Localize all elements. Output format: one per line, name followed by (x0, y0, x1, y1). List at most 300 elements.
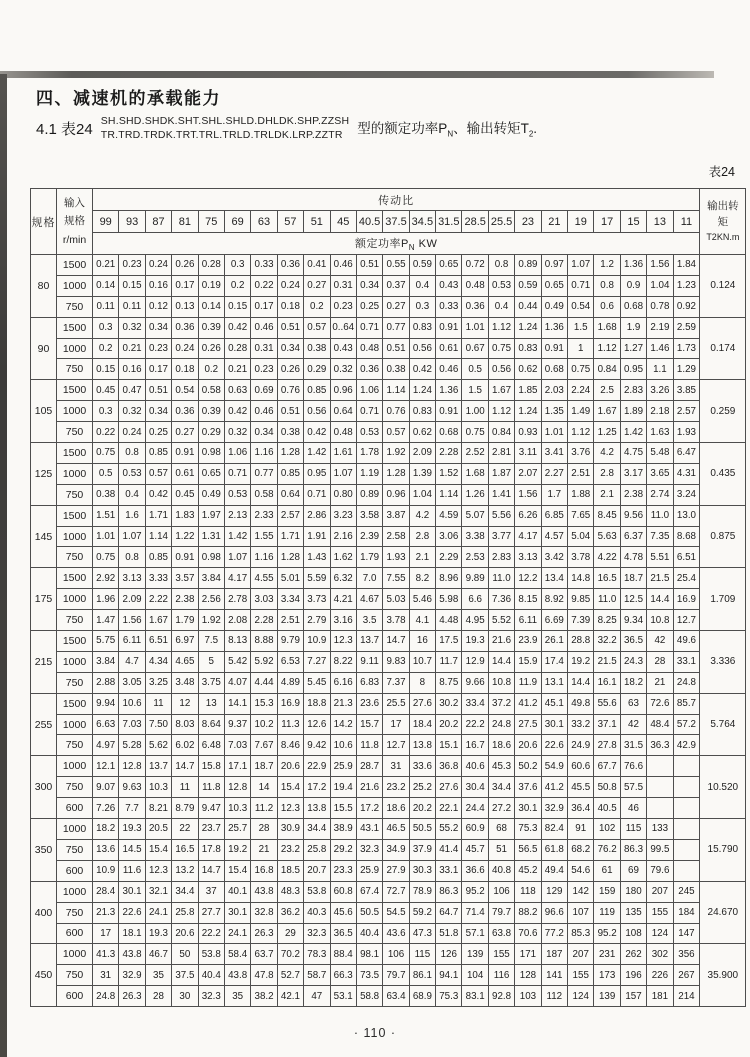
power-value-cell: 22.1 (436, 798, 462, 819)
power-value-cell: 10.8 (488, 672, 514, 693)
power-value-cell: 16.1 (594, 672, 620, 693)
power-value-cell: 78.3 (304, 944, 330, 965)
power-value-cell: 3.5 (356, 610, 382, 631)
table-row (31, 296, 746, 317)
speed-cell: 750 (57, 610, 93, 631)
power-value-cell: 1.42 (304, 443, 330, 464)
power-value-cell: 9.66 (462, 672, 488, 693)
power-value-cell: 7.03 (224, 735, 250, 756)
power-value-cell: 43.8 (251, 881, 277, 902)
power-value-cell: 0.15 (224, 296, 250, 317)
spec-cell: 400 (31, 881, 57, 944)
power-value-cell: 0.58 (251, 484, 277, 505)
power-value-cell: 7.65 (568, 505, 594, 526)
power-value-cell: 1.25 (594, 422, 620, 443)
power-value-cell: 2.51 (568, 463, 594, 484)
power-value-cell: 0.33 (251, 255, 277, 276)
subtitle (36, 114, 537, 142)
power-value-cell: 0.31 (251, 338, 277, 359)
power-value-cell: 0.84 (594, 359, 620, 380)
table-body (31, 255, 746, 1007)
power-value-cell: 0.6 (594, 296, 620, 317)
power-value-cell: 4.2 (409, 505, 435, 526)
power-value-cell: 7.26 (93, 798, 119, 819)
speed-cell: 1500 (57, 693, 93, 714)
power-value-cell: 0.93 (515, 422, 541, 443)
power-value-cell: 21.6 (356, 777, 382, 798)
table-row (31, 463, 746, 484)
power-value-cell: 0.34 (145, 317, 171, 338)
power-value-cell: 1.62 (330, 547, 356, 568)
power-value-cell: 17.5 (436, 631, 462, 652)
power-value-cell: 0.38 (383, 359, 409, 380)
power-value-cell: 10.9 (304, 631, 330, 652)
power-value-cell: 10.3 (145, 777, 171, 798)
power-value-cell (647, 756, 673, 777)
power-value-cell: 0.26 (172, 255, 198, 276)
power-value-cell: 6.11 (515, 610, 541, 631)
ratio-col-header: 81 (172, 211, 198, 233)
power-value-cell: 58.8 (356, 986, 382, 1007)
power-value-cell: 141 (541, 965, 567, 986)
ratio-col-header: 19 (568, 211, 594, 233)
power-value-cell: 6.85 (541, 505, 567, 526)
ratio-col-header: 11 (673, 211, 700, 233)
power-value-cell: 0.77 (251, 463, 277, 484)
speed-cell: 1000 (57, 819, 93, 840)
power-value-cell: 16 (409, 631, 435, 652)
power-value-cell: 21.3 (93, 902, 119, 923)
power-value-cell: 99.5 (647, 839, 673, 860)
power-value-cell: 13 (198, 693, 224, 714)
power-value-cell: 67.7 (594, 756, 620, 777)
speed-cell: 1500 (57, 255, 93, 276)
table-row (31, 568, 746, 589)
power-value-cell: 0.3 (224, 255, 250, 276)
power-value-cell: 214 (673, 986, 700, 1007)
power-value-cell (673, 798, 700, 819)
power-value-cell: 40.1 (224, 881, 250, 902)
power-value-cell: 0.57 (145, 463, 171, 484)
power-value-cell: 82.4 (541, 819, 567, 840)
power-value-cell: 0.75 (93, 547, 119, 568)
power-value-cell: 9.47 (198, 798, 224, 819)
power-value-cell: 0.64 (277, 484, 303, 505)
power-value-cell: 25.8 (304, 839, 330, 860)
power-value-cell: 7.50 (145, 714, 171, 735)
power-value-cell: 8.92 (541, 589, 567, 610)
power-value-cell: 70.6 (515, 923, 541, 944)
power-value-cell: 6.02 (172, 735, 198, 756)
power-value-cell: 6.26 (515, 505, 541, 526)
power-value-cell: 2.52 (462, 443, 488, 464)
power-value-cell: 3.11 (515, 443, 541, 464)
power-value-cell: 30 (172, 986, 198, 1007)
power-value-cell: 37.5 (172, 965, 198, 986)
power-value-cell: 0.17 (172, 275, 198, 296)
power-value-cell: 17.4 (541, 651, 567, 672)
power-value-cell: 35 (224, 986, 250, 1007)
power-value-cell: 68.9 (409, 986, 435, 1007)
power-value-cell: 135 (620, 902, 646, 923)
power-value-cell: 49.4 (541, 860, 567, 881)
power-value-cell: 17.2 (304, 777, 330, 798)
power-value-cell: 28 (647, 651, 673, 672)
power-value-cell: 66.3 (330, 965, 356, 986)
power-value-cell: 1.71 (145, 505, 171, 526)
power-value-cell: 0.27 (172, 422, 198, 443)
power-value-cell: 27.6 (436, 777, 462, 798)
power-value-cell: 0.38 (304, 338, 330, 359)
power-value-cell: 19.2 (224, 839, 250, 860)
torque-cell: 10.520 (700, 756, 746, 819)
power-value-cell: 2.83 (488, 547, 514, 568)
power-value-cell: 5.04 (568, 526, 594, 547)
torque-cell: 35.900 (700, 944, 746, 1007)
power-value-cell: 9.94 (93, 693, 119, 714)
power-value-cell: 30.1 (119, 881, 145, 902)
power-value-cell: 0.38 (93, 484, 119, 505)
table-row (31, 798, 746, 819)
power-value-cell: 0.71 (568, 275, 594, 296)
power-value-cell: 48.4 (647, 714, 673, 735)
table-row (31, 338, 746, 359)
power-value-cell: 0.2 (304, 296, 330, 317)
table-row (31, 965, 746, 986)
power-value-cell: 2.86 (304, 505, 330, 526)
power-value-cell: 0.15 (119, 275, 145, 296)
power-value-cell: 9.85 (568, 589, 594, 610)
power-value-cell: 3.77 (488, 526, 514, 547)
power-value-cell (647, 798, 673, 819)
power-value-cell: 75.3 (515, 819, 541, 840)
power-value-cell: 2.1 (409, 547, 435, 568)
power-value-cell: 0.24 (172, 338, 198, 359)
power-value-cell: 0.34 (145, 401, 171, 422)
power-value-cell: 1.07 (224, 547, 250, 568)
ratio-col-header: 40.5 (356, 211, 382, 233)
table-row (31, 860, 746, 881)
power-value-cell: 0.85 (145, 547, 171, 568)
power-value-cell: 2.39 (356, 526, 382, 547)
power-value-cell: 73.5 (356, 965, 382, 986)
power-value-cell: 48.3 (277, 881, 303, 902)
power-value-cell: 5.52 (488, 610, 514, 631)
power-value-cell: 0.17 (145, 359, 171, 380)
power-value-cell: 32.1 (145, 881, 171, 902)
power-value-cell: 0.8 (488, 255, 514, 276)
power-value-cell: 59.2 (409, 902, 435, 923)
table-header (31, 189, 746, 255)
power-value-cell: 180 (620, 881, 646, 902)
power-value-cell: 1.43 (304, 547, 330, 568)
power-value-cell: 0.62 (409, 422, 435, 443)
power-value-cell: 40.4 (356, 923, 382, 944)
power-value-cell: 40.6 (462, 756, 488, 777)
power-value-cell: 8.79 (172, 798, 198, 819)
power-value-cell: 9.89 (462, 568, 488, 589)
power-value-cell: 20.6 (172, 923, 198, 944)
power-value-cell: 16.7 (462, 735, 488, 756)
power-value-cell: 15.4 (224, 860, 250, 881)
power-value-cell: 2.74 (647, 484, 673, 505)
power-value-cell: 5.63 (594, 526, 620, 547)
power-value-cell: 0.85 (145, 443, 171, 464)
power-value-cell: 85.3 (568, 923, 594, 944)
power-value-cell: 118 (515, 881, 541, 902)
power-value-cell: 1.2 (594, 255, 620, 276)
speed-cell: 750 (57, 839, 93, 860)
power-value-cell: 0.2 (198, 359, 224, 380)
power-value-cell: 5.75 (93, 631, 119, 652)
power-value-cell: 1.36 (541, 317, 567, 338)
ratio-col-header: 75 (198, 211, 224, 233)
power-value-cell: 67.4 (356, 881, 382, 902)
power-value-cell: 26.3 (119, 986, 145, 1007)
power-value-cell: 1.52 (436, 463, 462, 484)
power-value-cell: 0.51 (277, 401, 303, 422)
power-value-cell: 88.2 (515, 902, 541, 923)
power-value-cell: 12.3 (145, 860, 171, 881)
power-value-cell: 2.33 (251, 505, 277, 526)
power-value-cell: 0.83 (409, 401, 435, 422)
power-value-cell: 68.2 (568, 839, 594, 860)
power-value-cell: 5.48 (647, 443, 673, 464)
power-value-cell: 2.81 (488, 443, 514, 464)
power-value-cell: 0.78 (647, 296, 673, 317)
power-value-cell: 24.4 (462, 798, 488, 819)
power-value-cell: 6.6 (462, 589, 488, 610)
power-value-cell: 22.6 (541, 735, 567, 756)
power-value-cell: 15.9 (515, 651, 541, 672)
power-value-cell: 42 (647, 631, 673, 652)
power-value-cell: 63 (620, 693, 646, 714)
power-value-cell: 40.5 (594, 798, 620, 819)
power-value-cell: 0..64 (330, 317, 356, 338)
power-value-cell: 6.32 (330, 568, 356, 589)
power-value-cell: 13.7 (145, 756, 171, 777)
power-value-cell: 79.7 (383, 965, 409, 986)
power-value-cell: 17.8 (198, 839, 224, 860)
power-value-cell: 30.1 (515, 798, 541, 819)
speed-cell: 600 (57, 986, 93, 1007)
speed-cell: 750 (57, 359, 93, 380)
power-value-cell: 19.4 (330, 777, 356, 798)
power-value-cell: 9.79 (277, 631, 303, 652)
power-value-cell: 10.8 (647, 610, 673, 631)
power-value-cell: 25.5 (383, 693, 409, 714)
power-value-cell: 0.3 (409, 296, 435, 317)
power-value-cell: 0.75 (462, 422, 488, 443)
power-value-cell: 1.79 (172, 610, 198, 631)
power-value-cell: 30.4 (462, 777, 488, 798)
power-value-cell: 7.27 (304, 651, 330, 672)
power-value-cell: 34.4 (172, 881, 198, 902)
power-value-cell: 0.17 (251, 296, 277, 317)
power-value-cell: 0.84 (488, 422, 514, 443)
power-value-cell: 15.4 (145, 839, 171, 860)
power-value-cell: 13.2 (172, 860, 198, 881)
power-value-cell: 3.17 (620, 463, 646, 484)
power-value-cell: 0.24 (119, 422, 145, 443)
power-value-cell: 55.6 (594, 693, 620, 714)
power-value-cell: 0.14 (93, 275, 119, 296)
power-value-cell: 267 (673, 965, 700, 986)
power-value-cell: 18.4 (409, 714, 435, 735)
power-value-cell: 85.7 (673, 693, 700, 714)
power-value-cell: 8.75 (436, 672, 462, 693)
power-value-cell: 0.47 (119, 380, 145, 401)
power-value-cell: 0.9 (620, 275, 646, 296)
power-value-cell: 43.8 (119, 944, 145, 965)
power-value-cell: 5.45 (304, 672, 330, 693)
power-value-cell: 0.76 (383, 401, 409, 422)
power-value-cell: 0.18 (172, 359, 198, 380)
power-value-cell: 107 (568, 902, 594, 923)
power-value-cell: 12 (172, 693, 198, 714)
power-value-cell: 0.3 (93, 401, 119, 422)
power-value-cell: 1.9 (620, 317, 646, 338)
power-value-cell: 0.42 (304, 422, 330, 443)
power-value-cell: 0.29 (304, 359, 330, 380)
power-value-cell (673, 860, 700, 881)
power-value-cell: 0.32 (224, 422, 250, 443)
power-value-cell: 53.8 (304, 881, 330, 902)
power-value-cell: 16.9 (673, 589, 700, 610)
power-value-cell: 47.3 (409, 923, 435, 944)
power-value-cell: 0.43 (330, 338, 356, 359)
speed-cell: 750 (57, 902, 93, 923)
power-value-cell: 2.07 (515, 463, 541, 484)
power-value-cell: 42.1 (277, 986, 303, 1007)
ratio-col-header: 25.5 (488, 211, 514, 233)
power-value-cell: 1.5 (462, 380, 488, 401)
table-row (31, 651, 746, 672)
power-value-cell: 3.87 (383, 505, 409, 526)
power-value-cell: 15.4 (277, 777, 303, 798)
power-value-cell: 1.85 (515, 380, 541, 401)
power-value-cell: 2.22 (145, 589, 171, 610)
power-value-cell: 58.4 (224, 944, 250, 965)
power-value-cell: 42 (620, 714, 646, 735)
power-value-cell: 0.4 (409, 275, 435, 296)
power-value-cell: 2.38 (172, 589, 198, 610)
spec-cell: 215 (31, 631, 57, 694)
power-value-cell: 36.5 (620, 631, 646, 652)
power-value-cell: 8.68 (673, 526, 700, 547)
power-value-cell: 1.28 (277, 547, 303, 568)
power-value-cell: 47.8 (251, 965, 277, 986)
power-value-cell: 155 (488, 944, 514, 965)
power-value-cell: 14 (251, 777, 277, 798)
power-value-cell: 2.53 (462, 547, 488, 568)
torque-cell: 0.875 (700, 505, 746, 568)
power-value-cell: 10.6 (119, 693, 145, 714)
power-value-cell: 3.13 (119, 568, 145, 589)
power-value-cell: 4.97 (93, 735, 119, 756)
ratio-col-header: 45 (330, 211, 356, 233)
power-value-cell (673, 777, 700, 798)
power-value-cell: 0.91 (436, 317, 462, 338)
power-value-cell: 0.14 (198, 296, 224, 317)
power-value-cell: 12.5 (620, 589, 646, 610)
power-value-cell: 0.36 (356, 359, 382, 380)
power-value-cell: 33.4 (462, 693, 488, 714)
power-value-cell (673, 839, 700, 860)
power-value-cell: 32.3 (356, 839, 382, 860)
table-row (31, 923, 746, 944)
power-value-cell: 5.28 (119, 735, 145, 756)
power-value-cell: 0.46 (436, 359, 462, 380)
power-value-cell: 76.6 (620, 756, 646, 777)
power-value-cell: 0.53 (488, 275, 514, 296)
power-value-cell: 0.22 (251, 275, 277, 296)
power-value-cell: 2.19 (647, 317, 673, 338)
table-row (31, 735, 746, 756)
power-value-cell: 11.0 (594, 589, 620, 610)
power-value-cell: 0.43 (436, 275, 462, 296)
power-value-cell: 58.7 (304, 965, 330, 986)
power-value-cell: 57.2 (673, 714, 700, 735)
power-value-cell: 4.22 (594, 547, 620, 568)
power-value-cell: 0.42 (409, 359, 435, 380)
ratio-col-header: 63 (251, 211, 277, 233)
power-value-cell: 0.27 (304, 275, 330, 296)
power-value-cell: 0.54 (568, 296, 594, 317)
power-value-cell: 32.3 (198, 986, 224, 1007)
power-value-cell: 106 (488, 881, 514, 902)
power-value-cell: 50 (172, 944, 198, 965)
speed-cell: 600 (57, 798, 93, 819)
power-value-cell: 3.34 (277, 589, 303, 610)
ratio-col-header: 28.5 (462, 211, 488, 233)
power-value-cell: 0.51 (277, 317, 303, 338)
power-value-cell: 133 (647, 819, 673, 840)
power-value-cell: 6.11 (119, 631, 145, 652)
power-value-cell: 6.37 (620, 526, 646, 547)
power-value-cell: 3.85 (673, 380, 700, 401)
power-value-cell: 0.96 (383, 484, 409, 505)
power-value-cell: 1.93 (383, 547, 409, 568)
speed-cell: 1500 (57, 505, 93, 526)
subtitle-suffix: 型的额定功率$P_N$、输出转矩$T_2$. (357, 121, 538, 140)
power-value-cell: 23.7 (198, 819, 224, 840)
power-value-cell: 124 (647, 923, 673, 944)
power-value-cell: 20.5 (145, 819, 171, 840)
torque-cell: 0.259 (700, 380, 746, 443)
power-value-cell: 4.44 (251, 672, 277, 693)
power-value-cell: 3.33 (145, 568, 171, 589)
power-value-cell: 0.56 (304, 401, 330, 422)
page-number: · 110 · (353, 1026, 397, 1040)
power-value-cell: 0.75 (488, 338, 514, 359)
power-value-cell: 6.16 (330, 672, 356, 693)
power-value-cell: 0.29 (198, 422, 224, 443)
output-torque-column-header: 输出转 矩 T2KN.m (700, 189, 746, 255)
power-value-cell: 37 (198, 881, 224, 902)
power-value-cell: 207 (568, 944, 594, 965)
power-value-cell: 2.28 (251, 610, 277, 631)
power-value-cell: 1.35 (541, 401, 567, 422)
power-value-cell: 3.76 (568, 443, 594, 464)
speed-cell: 600 (57, 860, 93, 881)
power-value-cell: 1.71 (277, 526, 303, 547)
power-value-cell: 60.8 (330, 881, 356, 902)
power-value-cell: 1.36 (620, 255, 646, 276)
power-value-cell: 0.91 (436, 401, 462, 422)
power-value-cell: 29.2 (330, 839, 356, 860)
ratio-col-header: 21 (541, 211, 567, 233)
